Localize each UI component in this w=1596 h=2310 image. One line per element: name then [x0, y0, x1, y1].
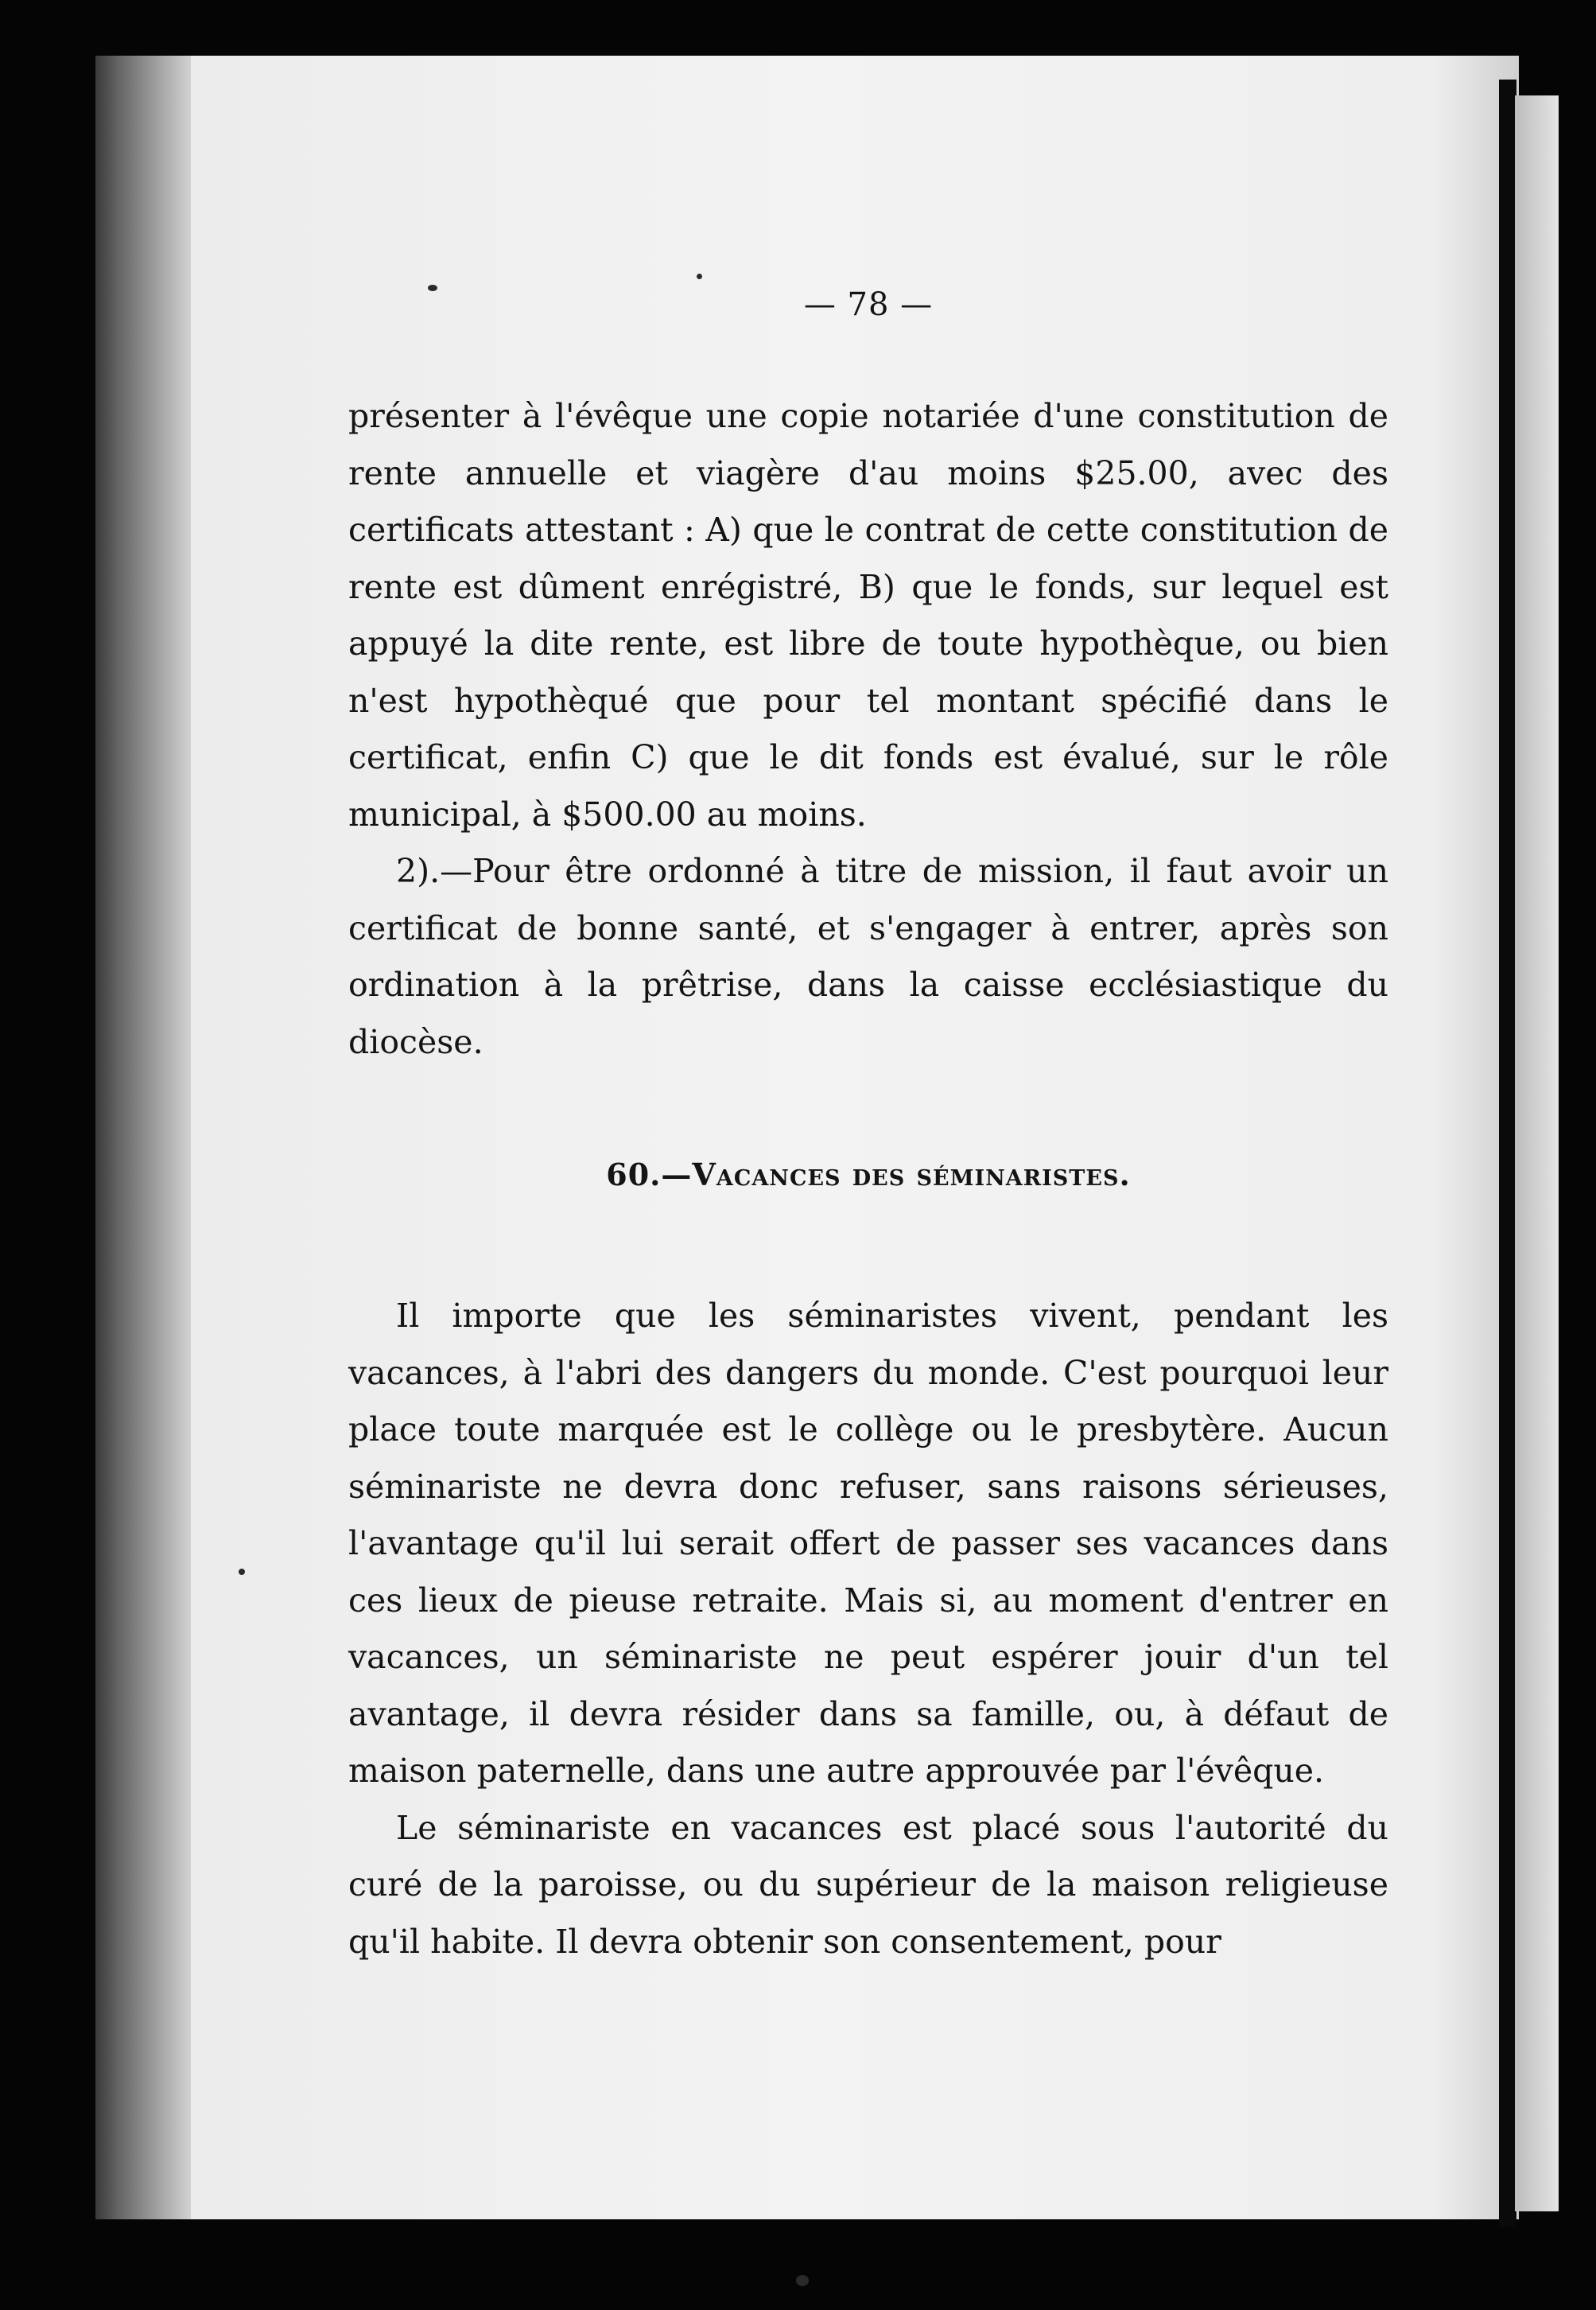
paragraph: Il importe que les séminaristes vivent, pendant les vacances, à l'abri des dangers du monde. C'est pourquoi leur place toute marquée est le collège ou le presbytère. Aucun séminariste ne devra donc refuser, sans raisons sérieuses, l'avantage qu'il lui serait offert de passer ses vacances dans ces lieux de pieuse retraite. Mais si, au moment d'entrer en vacances, un séminariste ne peut espérer jouir d'un tel avantage, il devra résider dans sa famille, ou, à défaut de maison paternelle, dans une autre approuvée par l'évêque. — [348, 1297, 1388, 1790]
speck-mark — [239, 1569, 245, 1575]
page-gutter — [1499, 80, 1516, 2227]
next-page-edge — [1515, 95, 1559, 2211]
speck-mark — [796, 2275, 809, 2286]
paragraph: présenter à l'évêque une copie notariée d'une constitution de rente annuelle et viagère d'au moins $25.00, avec des certificats attestant : A) que le contrat de cette constitution de rente est dûment enrégistré, B) que le fonds, sur lequel est appuyé la dite rente, est libre de toute hypothèque, ou bien n'est hypothèqué que pour tel montant spécifié dans le certificat, enfin C) que le dit fonds est évalué, sur le rôle municipal, à $500.00 au moins. — [348, 397, 1388, 834]
paragraph: Le séminariste en vacances est placé sous l'autorité du curé de la paroisse, ou du supérieur de la maison religieuse qu'il habite. Il devra obtenir son consentement, pour — [348, 1808, 1388, 1961]
section-heading — [348, 1157, 1388, 1192]
binding-shadow — [95, 56, 191, 2219]
page-text — [348, 286, 1388, 1970]
page-number: — 78 — — [803, 286, 934, 323]
paragraph: 2).—Pour être ordonné à titre de mission, il faut avoir un certificat de bonne santé, et s'engager à entrer, après son ordination à la prêtrise, dans la caisse ecclésiastique du diocèse. — [348, 852, 1388, 1061]
section-title: Vacances des séminaristes. — [692, 1157, 1131, 1192]
speck-mark — [697, 274, 702, 279]
section-number: 60.— — [606, 1157, 693, 1192]
